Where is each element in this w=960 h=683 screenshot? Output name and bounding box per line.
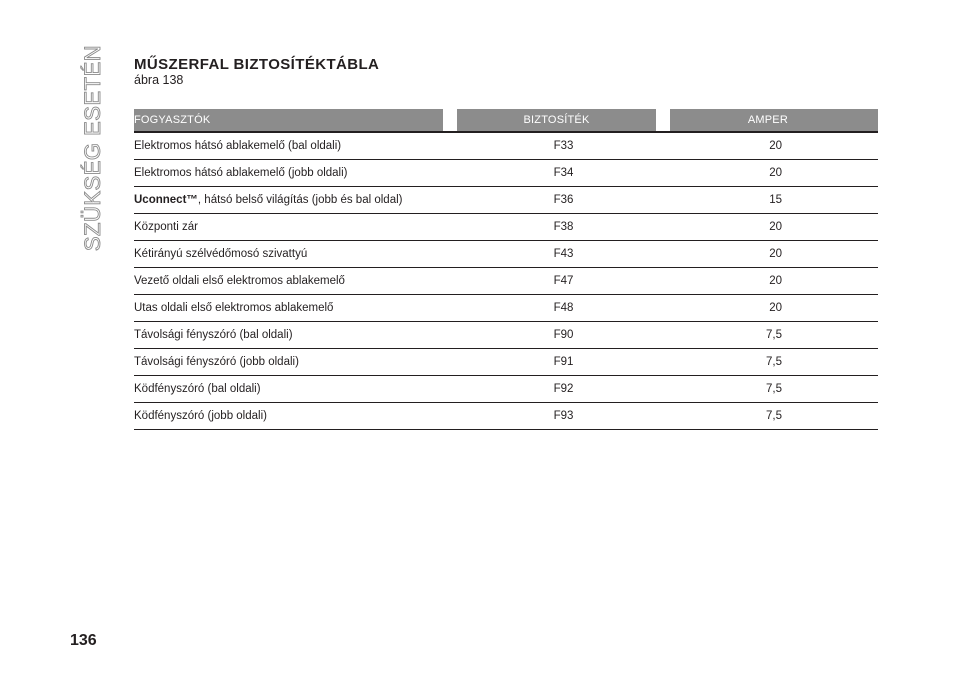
- cell-consumer-text: Utas oldali első elektromos ablakemelő: [134, 302, 334, 314]
- page-number: 136: [70, 632, 97, 649]
- cell-consumer-text: Vezető oldali első elektromos ablakemelő: [134, 275, 345, 287]
- cell-consumer: [134, 194, 457, 206]
- table-row: [134, 295, 878, 322]
- table-row: [134, 214, 878, 241]
- table-row: [134, 376, 878, 403]
- cell-consumer-text: Ködfényszóró (bal oldali): [134, 383, 261, 395]
- column-header-fuse: BIZTOSÍTÉK: [457, 109, 656, 131]
- table-row: [134, 160, 878, 187]
- cell-consumer-text: Távolsági fényszóró (bal oldali): [134, 329, 293, 341]
- cell-fuse: F38: [553, 221, 574, 233]
- cell-amp: 15: [769, 194, 782, 206]
- cell-consumer: [134, 410, 457, 422]
- cell-consumer-text: Központi zár: [134, 221, 198, 233]
- cell-amp: 20: [769, 167, 782, 179]
- cell-consumer: [134, 356, 457, 368]
- cell-consumer: [134, 383, 457, 395]
- table-row: [134, 268, 878, 295]
- page-title: MŰSZERFAL BIZTOSÍTÉKTÁBLA: [134, 56, 380, 73]
- cell-consumer: [134, 140, 457, 152]
- cell-consumer: [134, 221, 457, 233]
- cell-amp: 20: [769, 140, 782, 152]
- cell-fuse: F90: [553, 329, 574, 341]
- cell-amp: 20: [769, 302, 782, 314]
- cell-consumer: [134, 248, 457, 260]
- table-row: [134, 133, 878, 160]
- cell-consumer-text: Távolsági fényszóró (jobb oldali): [134, 356, 299, 368]
- cell-amp: 7,5: [766, 410, 782, 422]
- cell-consumer: [134, 275, 457, 287]
- table-row: [134, 403, 878, 430]
- cell-consumer-text: Kétirányú szélvédőmosó szivattyú: [134, 248, 308, 260]
- table-row: [134, 187, 878, 214]
- cell-consumer-text: Elektromos hátsó ablakemelő (jobb oldali): [134, 167, 348, 179]
- column-header-consumers-label: FOGYASZTÓK: [134, 114, 211, 126]
- cell-fuse: F43: [553, 248, 574, 260]
- cell-consumer-text: , hátsó belső világítás (jobb és bal oldal): [197, 194, 403, 206]
- fuse-table: [134, 109, 878, 430]
- table-header: [134, 109, 878, 131]
- cell-fuse: F34: [553, 167, 574, 179]
- cell-amp: 20: [769, 248, 782, 260]
- figure-reference: ábra 138: [134, 73, 184, 87]
- cell-consumer-brand: Uconnect™: [134, 194, 198, 206]
- section-side-tab: [78, 44, 108, 252]
- cell-fuse: F93: [553, 410, 574, 422]
- table-row: [134, 349, 878, 376]
- cell-fuse: F47: [553, 275, 574, 287]
- cell-amp: 20: [769, 221, 782, 233]
- cell-consumer-text: Elektromos hátsó ablakemelő (bal oldali): [134, 140, 342, 152]
- cell-consumer: [134, 329, 457, 341]
- cell-amp: 20: [769, 275, 782, 287]
- cell-fuse: F92: [553, 383, 574, 395]
- cell-consumer-text: Ködfényszóró (jobb oldali): [134, 410, 267, 422]
- section-side-tab-label: SZÜKSÉG ESETÉN: [80, 44, 105, 252]
- cell-consumer: [134, 302, 457, 314]
- cell-amp: 7,5: [766, 356, 782, 368]
- cell-fuse: F48: [553, 302, 574, 314]
- cell-fuse: F91: [553, 356, 574, 368]
- table-row: [134, 241, 878, 268]
- cell-fuse: F33: [553, 140, 574, 152]
- cell-amp: 7,5: [766, 383, 782, 395]
- table-body: [134, 133, 878, 430]
- column-header-amp: AMPER: [670, 109, 878, 131]
- table-row: [134, 322, 878, 349]
- cell-amp: 7,5: [766, 329, 782, 341]
- cell-fuse: F36: [553, 194, 574, 206]
- column-header-consumers: [134, 109, 443, 131]
- cell-consumer: [134, 167, 457, 179]
